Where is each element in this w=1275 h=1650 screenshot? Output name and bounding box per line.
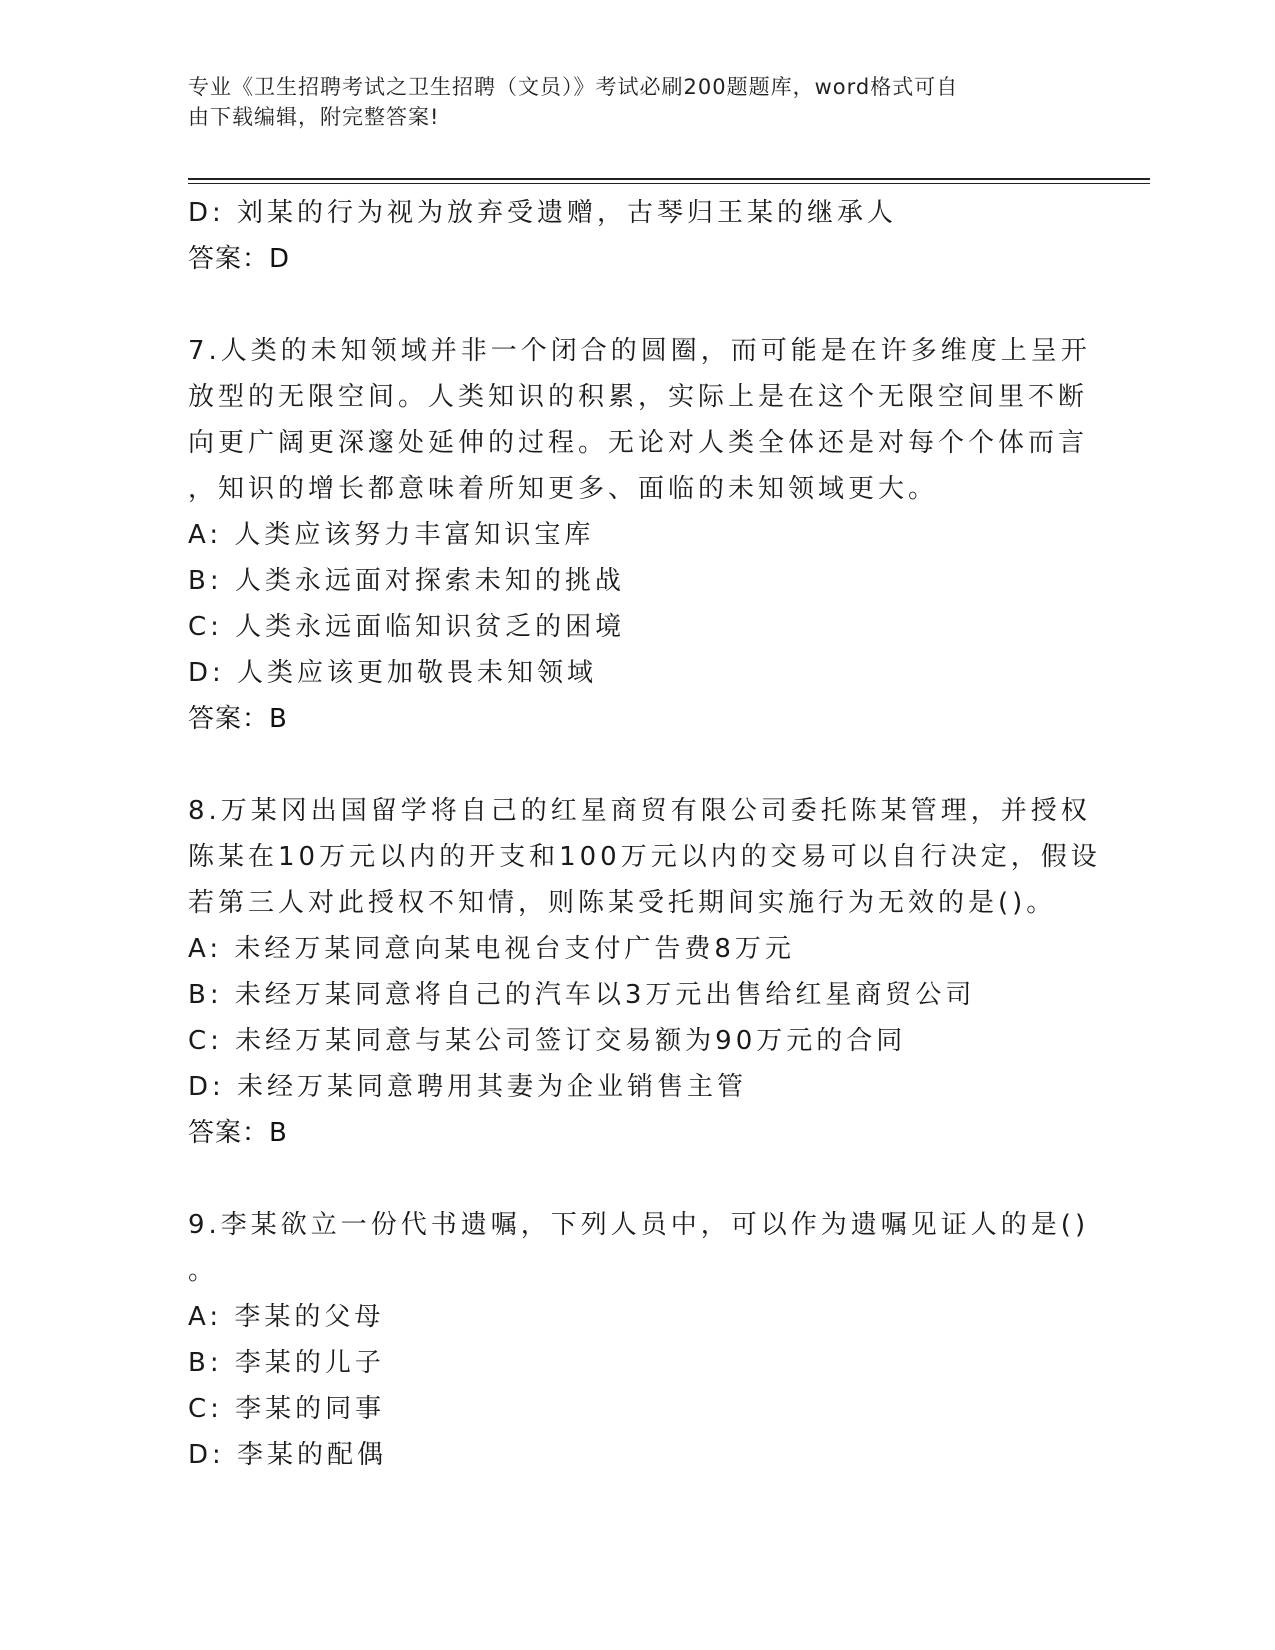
option-d: D: 未经万某同意聘用其妻为企业销售主管 xyxy=(188,1072,748,1102)
question-stem-line: 放型的无限空间。人类知识的积累，实际上是在这个无限空间里不断 xyxy=(188,382,1089,412)
option-a: A: 人类应该努力丰富知识宝库 xyxy=(188,520,595,550)
header-title-line-2: 由下载编辑，附完整答案! xyxy=(188,105,440,129)
option-c: C: 人类永远面临知识贫乏的困境 xyxy=(188,612,626,642)
question-9 xyxy=(188,1202,1090,1478)
option-b: B: 未经万某同意将自己的汽车以3万元出售给红星商贸公司 xyxy=(188,980,976,1010)
question-8 xyxy=(188,788,1101,1156)
option-d: D: 李某的配偶 xyxy=(188,1440,388,1470)
header-title-line-1: 专业《卫生招聘考试之卫生招聘（文员）》考试必刷200题题库，word格式可自 xyxy=(188,75,959,99)
question-stem-line: 陈某在10万元以内的开支和100万元以内的交易可以自行决定，假设 xyxy=(188,842,1101,872)
option-d: D: 刘某的行为视为放弃受遗赠，古琴归王某的继承人 xyxy=(188,198,898,228)
spacer xyxy=(188,742,1068,788)
document-header xyxy=(188,72,1068,132)
question-stem-line: 9.李某欲立一份代书遗嘱，下列人员中，可以作为遗嘱见证人的是() xyxy=(188,1210,1090,1240)
question-stem-line: 若第三人对此授权不知情，则陈某受托期间实施行为无效的是()。 xyxy=(188,888,1057,918)
header-divider-thick xyxy=(188,178,1150,180)
question-stem-line: 8.万某冈出国留学将自己的红星商贸有限公司委托陈某管理，并授权 xyxy=(188,796,1091,826)
answer-line: 答案：D xyxy=(188,244,291,274)
answer-line: 答案：B xyxy=(188,1118,288,1148)
question-7 xyxy=(188,328,1091,742)
option-c: C: 未经万某同意与某公司签订交易额为90万元的合同 xyxy=(188,1026,907,1056)
option-c: C: 李某的同事 xyxy=(188,1394,386,1424)
option-b: B: 李某的儿子 xyxy=(188,1348,385,1378)
answer-line: 答案：B xyxy=(188,704,288,734)
header-divider-thin xyxy=(188,183,1150,184)
spacer xyxy=(188,282,1068,328)
question-stem-line: 。 xyxy=(188,1256,219,1286)
question-stem-line: 7.人类的未知领域并非一个闭合的圆圈，而可能是在许多维度上呈开 xyxy=(188,336,1091,366)
question-stem-line: ，知识的增长都意味着所知更多、面临的未知领域更大。 xyxy=(188,474,939,504)
option-a: A: 未经万某同意向某电视台支付广告费8万元 xyxy=(188,934,795,964)
option-a: A: 李某的父母 xyxy=(188,1302,385,1332)
option-b: B: 人类永远面对探索未知的挑战 xyxy=(188,566,625,596)
question-stem-line: 向更广阔更深邃处延伸的过程。无论对人类全体还是对每个个体而言 xyxy=(188,428,1089,458)
spacer xyxy=(188,1156,1068,1202)
document-body xyxy=(188,190,1101,1478)
previous-question-tail xyxy=(188,190,1068,282)
option-d: D: 人类应该更加敬畏未知领域 xyxy=(188,658,598,688)
